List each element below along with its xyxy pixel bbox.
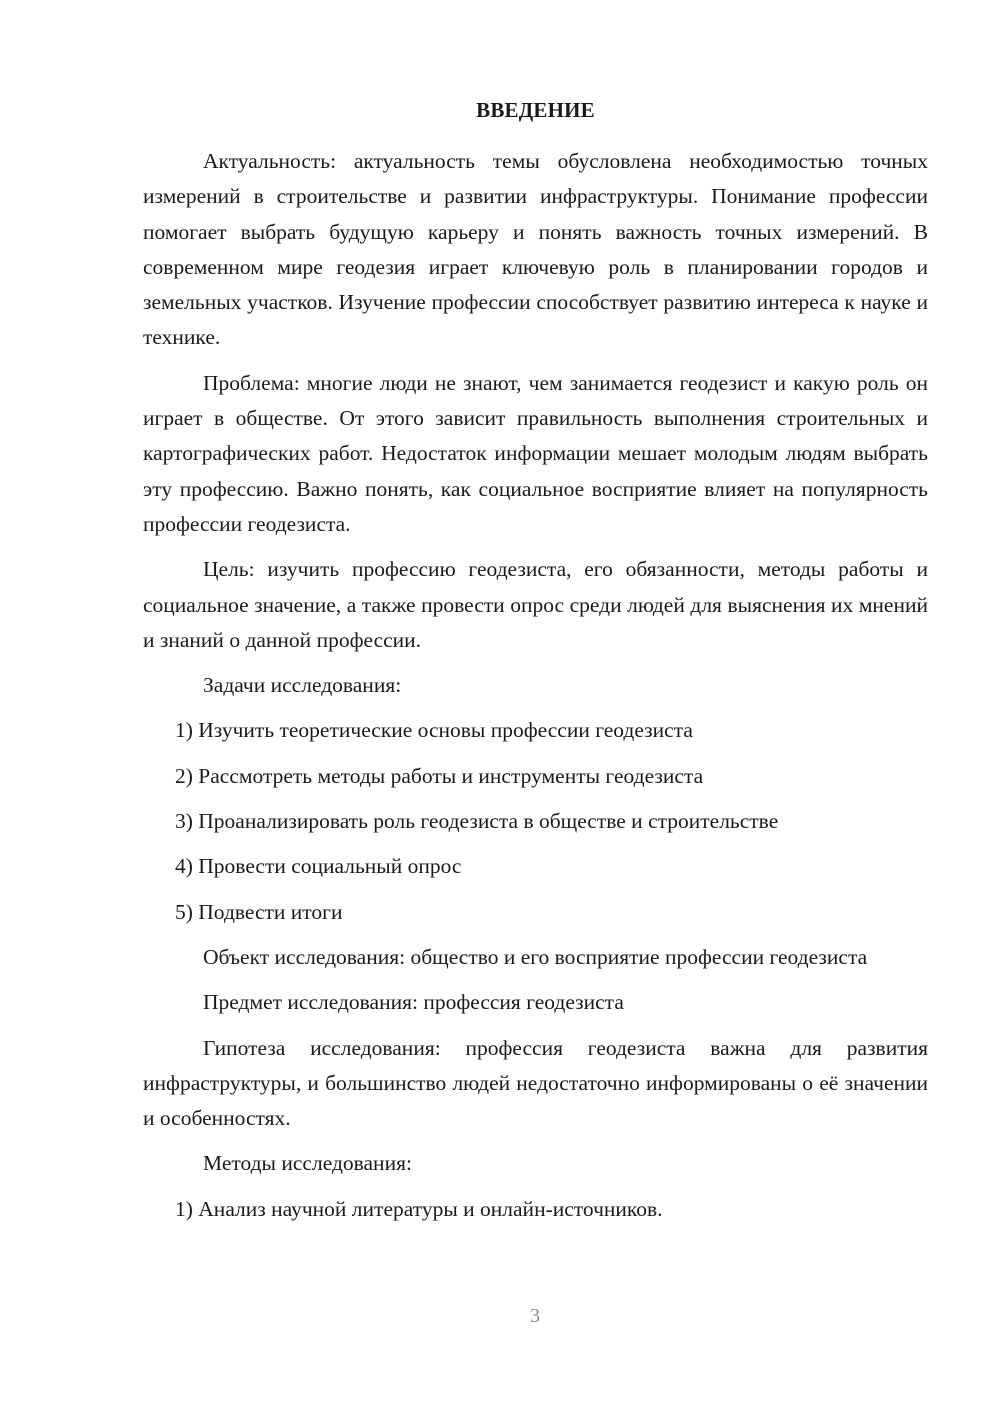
paragraph-problem: Проблема: многие люди не знают, чем занимается геодезист и какую роль он играет в обществе. От этого зависит правильность выполнения строительных и картографических работ. Недостаток информации мешает молодым людям выбрать эту профессию. Важно понять, как социальное восприятие влияет на популярность профессии геодезиста. bbox=[143, 370, 928, 536]
section-title: ВВЕДЕНИЕ bbox=[476, 98, 595, 122]
list-item: 2) Рассмотреть методы работы и инструменты геодезиста bbox=[175, 763, 704, 788]
methods-heading: Методы исследования: bbox=[203, 1151, 412, 1176]
paragraph-object: Объект исследования: общество и его восприятие профессии геодезиста bbox=[203, 944, 868, 969]
page-number: 3 bbox=[530, 1305, 540, 1327]
paragraph-relevance: Актуальность: актуальность темы обусловлена необходимостью точных измерений в строительстве и развитии инфраструктуры. Понимание профессии помогает выбрать будущую карьеру и понять важность точных измерений. В современном мире геодезия играет ключевую роль в планировании городов и земельных участков. Изучение профессии способствует развитию интереса к науке и технике. bbox=[143, 149, 928, 350]
methods-list bbox=[143, 1192, 928, 1227]
document-page bbox=[143, 96, 928, 1237]
list-item: 3) Проанализировать роль геодезиста в обществе и строительстве bbox=[175, 809, 779, 834]
list-item: 4) Провести социальный опрос bbox=[175, 854, 462, 879]
tasks-list bbox=[143, 713, 928, 929]
paragraph-hypothesis: Гипотеза исследования: профессия геодезиста важна для развития инфраструктуры, и большинство людей недостаточно информированы о её значении и особенностях. bbox=[143, 1035, 928, 1131]
tasks-heading: Задачи исследования: bbox=[203, 673, 402, 698]
paragraph-goal: Цель: изучить профессию геодезиста, его обязанности, методы работы и социальное значение, а также провести опрос среди людей для выяснения их мнений и знаний о данной профессии. bbox=[143, 557, 928, 652]
list-item: 1) Анализ научной литературы и онлайн-источников. bbox=[175, 1196, 663, 1221]
paragraph-subject: Предмет исследования: профессия геодезиста bbox=[203, 990, 624, 1015]
list-item: 5) Подвести итоги bbox=[175, 899, 343, 924]
list-item: 1) Изучить теоретические основы профессии геодезиста bbox=[175, 718, 693, 743]
